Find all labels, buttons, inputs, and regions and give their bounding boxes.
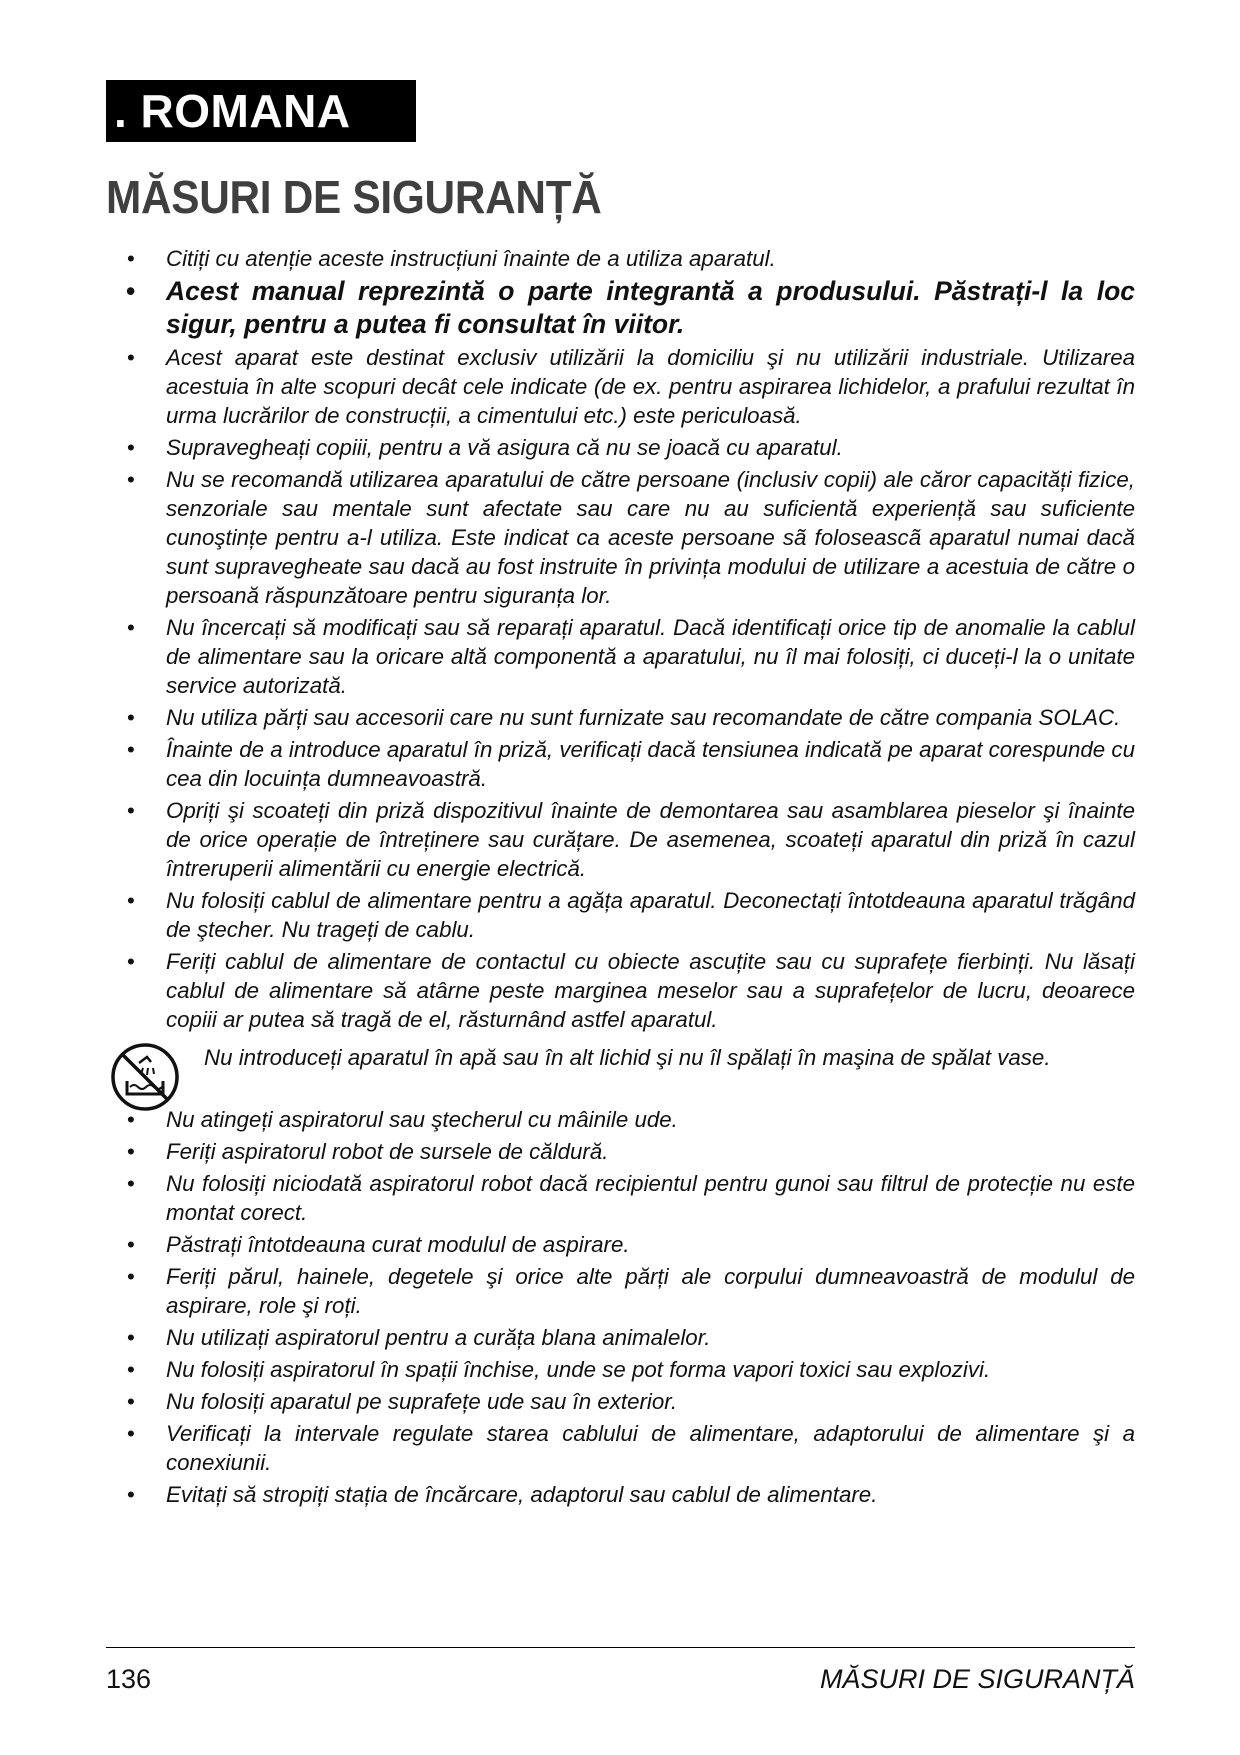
list-item-text: Acest manual reprezintă o parte integrantă a produsului. Păstrați-l la loc sigur, pentru a putea fi consultat în viitor. <box>166 276 1135 339</box>
list-item <box>106 886 1135 944</box>
bullet-marker: • <box>127 615 135 640</box>
list-item-text: Feriți părul, hainele, degetele şi orice alte părți ale corpului dumneavoastră de modulul de aspirare, role şi roți. <box>166 1264 1135 1318</box>
list-item <box>106 1105 1135 1134</box>
list-item-text: Nu folosiți aparatul pe suprafețe ude sau în exterior. <box>166 1389 678 1414</box>
list-item-text: Nu încercați să modificați sau să reparați aparatul. Dacă identificați orice tip de anomalie la cablul de alimentare sau la oricare altă componentă a aparatului, nu îl mai folosiți, ci duceți-l la o unitate service autorizată. <box>166 615 1135 698</box>
footer-divider <box>106 1647 1135 1648</box>
bullet-marker: • <box>127 345 135 370</box>
bullet-marker: • <box>127 1357 135 1382</box>
list-item <box>106 343 1135 430</box>
list-item <box>106 947 1135 1034</box>
no-dishwasher-icon <box>109 1041 181 1113</box>
water-warning <box>106 1037 1135 1105</box>
list-item-text: Nu utilizați aspiratorul pentru a curăța blana animalelor. <box>166 1325 711 1350</box>
list-item <box>106 244 1135 273</box>
bullet-marker: • <box>127 1264 135 1289</box>
list-item-text: Feriți cablul de alimentare de contactul cu obiecte ascuțite sau cu suprafețe fierbinți. Nu lăsați cablul de alimentare să atârne peste marginea meselor sau a suprafețelor de lucru, deoarece copiii ar putea să tragă de el, răsturnând astfel aparatul. <box>166 949 1135 1032</box>
list-item-text: Înainte de a introduce aparatul în priză, verificați dacă tensiunea indicată pe aparat corespunde cu cea din locuința dumneavoastră. <box>166 737 1135 791</box>
bullet-marker: • <box>127 1325 135 1350</box>
list-item-text: Nu atingeți aspiratorul sau ştecherul cu mâinile ude. <box>166 1107 678 1132</box>
bullet-marker: • <box>127 949 135 974</box>
list-item-text: Nu folosiți cablul de alimentare pentru a agăța aparatul. Deconectați întotdeauna aparatul trăgând de ştecher. Nu trageți de cablu. <box>166 888 1135 942</box>
bullet-marker: • <box>127 1139 135 1164</box>
list-item-text: Evitați să stropiți stația de încărcare, adaptorul sau cablul de alimentare. <box>166 1482 878 1507</box>
bullet-marker: • <box>127 798 135 823</box>
page-number: 136 <box>106 1664 152 1694</box>
safety-list-part-2 <box>106 1105 1135 1509</box>
list-item <box>106 465 1135 610</box>
list-item <box>106 1480 1135 1509</box>
list-item <box>106 433 1135 462</box>
list-item-text: Nu se recomandă utilizarea aparatului de către persoane (inclusiv copii) ale căror capacități fizice, senzoriale sau mentale sunt afectate sau care nu au suficientă experiență sau suficiente cunoştințe pentru a-l utiliza. Este indicat ca aceste persoane sã foloseascã aparatul numai dacă sunt supravegheate sau dacă au fost instruite în privința modului de utilizare a acestuia de către o persoană răspunzătoare pentru siguranța lor. <box>166 467 1135 608</box>
list-item-text: Supravegheați copiii, pentru a vă asigura că nu se joacă cu aparatul. <box>166 435 843 460</box>
list-item-text: Păstrați întotdeauna curat modulul de aspirare. <box>166 1232 630 1257</box>
bullet-marker: • <box>127 467 135 492</box>
bullet-marker: • <box>127 1232 135 1257</box>
list-item <box>106 796 1135 883</box>
bullet-marker: • <box>127 1107 135 1132</box>
water-warning-text: Nu introduceți aparatul în apă sau în alt lichid şi nu îl spălați în maşina de spălat vase. <box>204 1045 1051 1070</box>
language-banner: . ROMANA <box>106 80 416 142</box>
footer-section-title: MĂSURI DE SIGURANȚĂ <box>819 1664 1135 1694</box>
list-item <box>106 1323 1135 1352</box>
list-item <box>106 613 1135 700</box>
list-item-text: Citiți cu atenție aceste instrucțiuni înainte de a utiliza aparatul. <box>166 246 776 271</box>
list-item-text: Nu folosiți aspiratorul în spații închise, unde se pot forma vapori toxici sau explozivi. <box>166 1357 991 1382</box>
list-item <box>106 1262 1135 1320</box>
list-item <box>106 275 1135 340</box>
list-item-text: Feriți aspiratorul robot de sursele de căldură. <box>166 1139 609 1164</box>
list-item <box>106 735 1135 793</box>
list-item <box>106 1387 1135 1416</box>
page-title: MĂSURI DE SIGURANȚĂ <box>106 171 602 223</box>
bullet-marker: • <box>127 737 135 762</box>
bullet-marker: • <box>127 435 135 460</box>
safety-list-part-1 <box>106 244 1135 1034</box>
list-item-text: Nu utiliza părți sau accesorii care nu sunt furnizate sau recomandate de către compania SOLAC. <box>166 705 1121 730</box>
list-item <box>106 1137 1135 1166</box>
bullet-marker: • <box>127 705 135 730</box>
safety-list <box>106 244 1135 1509</box>
list-item <box>106 1230 1135 1259</box>
bullet-marker: • <box>127 1482 135 1507</box>
bullet-marker: • <box>126 276 136 306</box>
bullet-marker: • <box>127 888 135 913</box>
list-item <box>106 1419 1135 1477</box>
bullet-marker: • <box>127 246 135 271</box>
list-item <box>106 1169 1135 1227</box>
list-item-text: Nu folosiți niciodată aspiratorul robot dacă recipientul pentru gunoi sau filtrul de protecție nu este montat corect. <box>166 1171 1135 1225</box>
bullet-marker: • <box>127 1389 135 1414</box>
list-item <box>106 1355 1135 1384</box>
list-item <box>106 703 1135 732</box>
list-item-text: Acest aparat este destinat exclusiv utilizării la domiciliu şi nu utilizării industriale. Utilizarea acestuia în alte scopuri decât cele indicate (de ex. pentru aspirarea lichidelor, a prafului rezultat în urma lucrărilor de construcții, a cimentului etc.) este periculoasă. <box>166 345 1135 428</box>
bullet-marker: • <box>127 1421 135 1446</box>
list-item-text: Opriți şi scoateți din priză dispozitivul înainte de demontarea sau asamblarea pieselor şi înainte de orice operație de întreținere sau curățare. De asemenea, scoateți aparatul din priză în cazul întreruperii alimentării cu energie electrică. <box>166 798 1135 881</box>
list-item-text: Verificați la intervale regulate starea cablului de alimentare, adaptorului de alimentare şi a conexiunii. <box>166 1421 1135 1475</box>
bullet-marker: • <box>127 1171 135 1196</box>
